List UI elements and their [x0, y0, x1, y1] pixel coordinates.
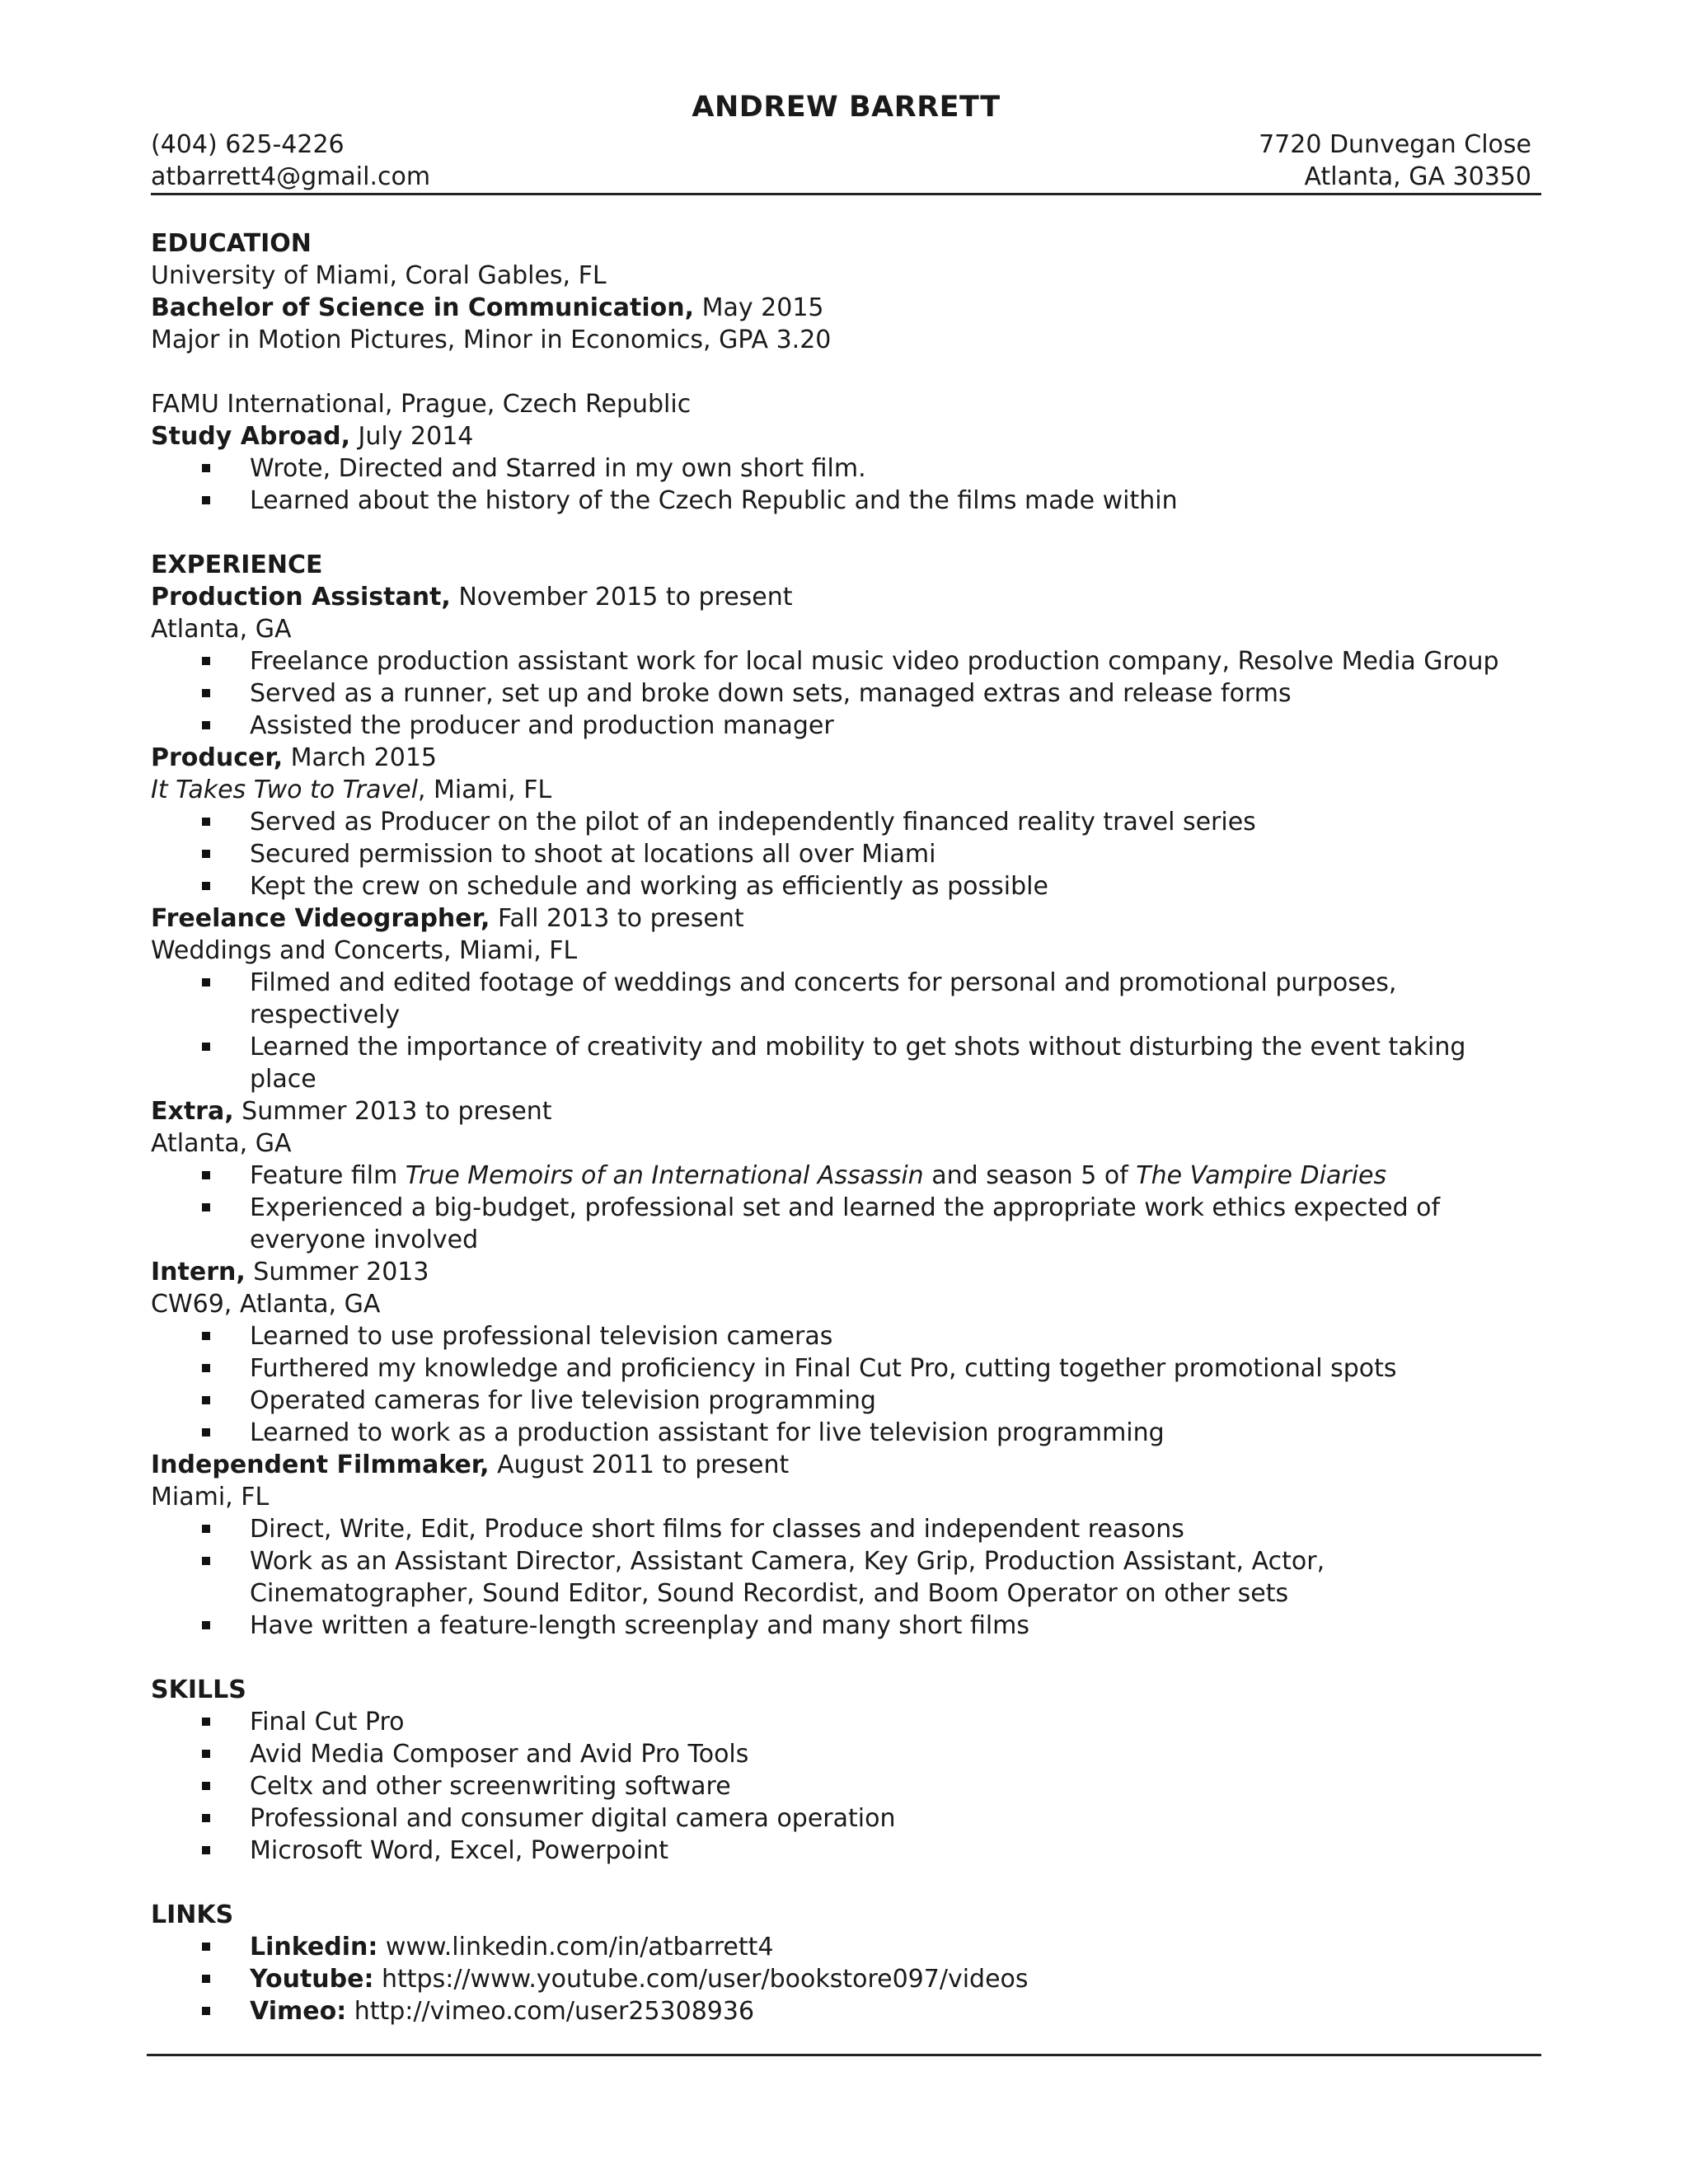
list-item: Learned to work as a production assistant for live television programming [151, 1417, 1541, 1449]
section-heading-experience: EXPERIENCE [151, 551, 323, 579]
list-item: Kept the crew on schedule and working as efficiently as possible [151, 870, 1541, 902]
job-title-line [151, 902, 1541, 935]
job-bullets [151, 967, 1541, 1095]
list-item: Furthered my knowledge and proficiency in Final Cut Pro, cutting together promotional spots [151, 1352, 1541, 1385]
address-street: 7720 Dunvegan Close [1259, 130, 1531, 159]
list-item: Learned to use professional television cameras [151, 1320, 1541, 1352]
link-url[interactable]: www.linkedin.com/in/atbarrett4 [377, 1933, 774, 1961]
education-degree-line [151, 292, 1541, 324]
job-date: November 2015 to present [450, 583, 793, 612]
link-item-youtube [151, 1963, 1541, 1995]
education-degree-line [151, 420, 1541, 452]
job-bullets [151, 1320, 1541, 1449]
list-item: Professional and consumer digital camera operation [151, 1802, 1541, 1835]
education-degree: Study Abroad, [151, 422, 350, 451]
links-section [151, 1899, 1541, 2027]
list-item: Direct, Write, Edit, Produce short films for classes and independent reasons [151, 1513, 1541, 1545]
section-heading-education: EDUCATION [151, 229, 312, 258]
section-heading-links: LINKS [151, 1900, 234, 1929]
email-address: atbarrett4@gmail.com [151, 162, 431, 191]
job-role: Independent Filmmaker, [151, 1451, 490, 1479]
job-role: Intern, [151, 1258, 246, 1286]
job-role: Producer, [151, 743, 284, 772]
experience-section [151, 549, 1541, 1642]
bullet-text: and season 5 of [923, 1161, 1137, 1190]
contact-row-1 [151, 129, 1541, 161]
list-item: Learned the importance of creativity and mobility to get shots without disturbing the event taking place [151, 1031, 1541, 1095]
list-item: Celtx and other screenwriting software [151, 1770, 1541, 1802]
job-location: , Miami, FL [417, 776, 552, 804]
education-date: July 2014 [350, 422, 474, 451]
list-item: Final Cut Pro [151, 1706, 1541, 1738]
list-item: Freelance production assistant work for local music video production company, Resolve Media Group [151, 645, 1541, 677]
list-item: Avid Media Composer and Avid Pro Tools [151, 1738, 1541, 1770]
job-location: Weddings and Concerts, Miami, FL [151, 936, 578, 965]
job-date: August 2011 to present [489, 1451, 790, 1479]
job-role: Extra, [151, 1097, 234, 1126]
education-date: May 2015 [694, 293, 824, 322]
link-url[interactable]: https://www.youtube.com/user/bookstore097/videos [373, 1965, 1029, 1994]
education-school: University of Miami, Coral Gables, FL [151, 261, 607, 290]
education-bullets [151, 452, 1541, 517]
skills-section [151, 1674, 1541, 1867]
list-item: Served as a runner, set up and broke down sets, managed extras and release forms [151, 677, 1541, 710]
list-item: Wrote, Directed and Starred in my own short film. [151, 452, 1541, 485]
link-item-linkedin [151, 1931, 1541, 1963]
list-item: Filmed and edited footage of weddings and concerts for personal and promotional purposes, respectively [151, 967, 1541, 1031]
job-location: Atlanta, GA [151, 1129, 292, 1158]
list-item: Learned about the history of the Czech Republic and the films made within [151, 485, 1541, 517]
list-item: Microsoft Word, Excel, Powerpoint [151, 1835, 1541, 1867]
link-label: Youtube: [250, 1965, 374, 1994]
address-city: Atlanta, GA 30350 [1304, 162, 1531, 191]
job-bullets [151, 806, 1541, 902]
list-item [151, 1160, 1541, 1192]
job-location: CW69, Atlanta, GA [151, 1290, 381, 1319]
list-item: Secured permission to shoot at locations all over Miami [151, 838, 1541, 870]
footer-divider [147, 2054, 1541, 2056]
job-bullets [151, 645, 1541, 742]
film-title: True Memoirs of an International Assassin [405, 1161, 924, 1190]
education-detail: Major in Motion Pictures, Minor in Economics, GPA 3.20 [151, 326, 832, 354]
job-title-line [151, 581, 1541, 613]
job-bullets [151, 1513, 1541, 1642]
education-school: FAMU International, Prague, Czech Republic [151, 390, 692, 419]
section-heading-skills: SKILLS [151, 1675, 246, 1704]
job-title-line [151, 1095, 1541, 1127]
job-location-line [151, 774, 1541, 806]
job-role: Production Assistant, [151, 583, 451, 612]
links-list [151, 1931, 1541, 2027]
show-title: The Vampire Diaries [1136, 1161, 1387, 1190]
candidate-name: ANDREW BARRETT [692, 91, 1001, 124]
bullet-text: Feature film [250, 1161, 406, 1190]
phone-number: (404) 625-4226 [151, 130, 345, 159]
list-item: Operated cameras for live television programming [151, 1385, 1541, 1417]
job-title-line [151, 1449, 1541, 1481]
job-date: Fall 2013 to present [490, 904, 744, 933]
job-bullets [151, 1160, 1541, 1256]
job-location: Miami, FL [151, 1483, 270, 1511]
education-degree: Bachelor of Science in Communication, [151, 293, 695, 322]
list-item: Work as an Assistant Director, Assistant Camera, Key Grip, Production Assistant, Actor, Cinematographer, Sound Editor, Sound Recordist, and Boom Operator on other sets [151, 1545, 1541, 1610]
list-item: Served as Producer on the pilot of an independently financed reality travel series [151, 806, 1541, 838]
job-date: Summer 2013 [245, 1258, 429, 1286]
link-item-vimeo [151, 1995, 1541, 2027]
show-title: It Takes Two to Travel [151, 776, 418, 804]
education-section [151, 227, 1541, 517]
job-title-line [151, 742, 1541, 774]
link-label: Vimeo: [250, 1997, 347, 2026]
list-item: Experienced a big-budget, professional set and learned the appropriate work ethics expected of everyone involved [151, 1192, 1541, 1256]
list-item: Assisted the producer and production manager [151, 710, 1541, 742]
job-role: Freelance Videographer, [151, 904, 490, 933]
resume-page [151, 86, 1541, 2027]
link-label: Linkedin: [250, 1933, 378, 1961]
job-location: Atlanta, GA [151, 615, 292, 644]
list-item: Have written a feature-length screenplay and many short films [151, 1610, 1541, 1642]
link-url[interactable]: http://vimeo.com/user25308936 [346, 1997, 755, 2026]
skills-list [151, 1706, 1541, 1867]
header-divider [151, 193, 1541, 195]
job-date: March 2015 [283, 743, 438, 772]
contact-row-2 [151, 161, 1541, 193]
job-title-line [151, 1256, 1541, 1288]
job-date: Summer 2013 to present [233, 1097, 552, 1126]
